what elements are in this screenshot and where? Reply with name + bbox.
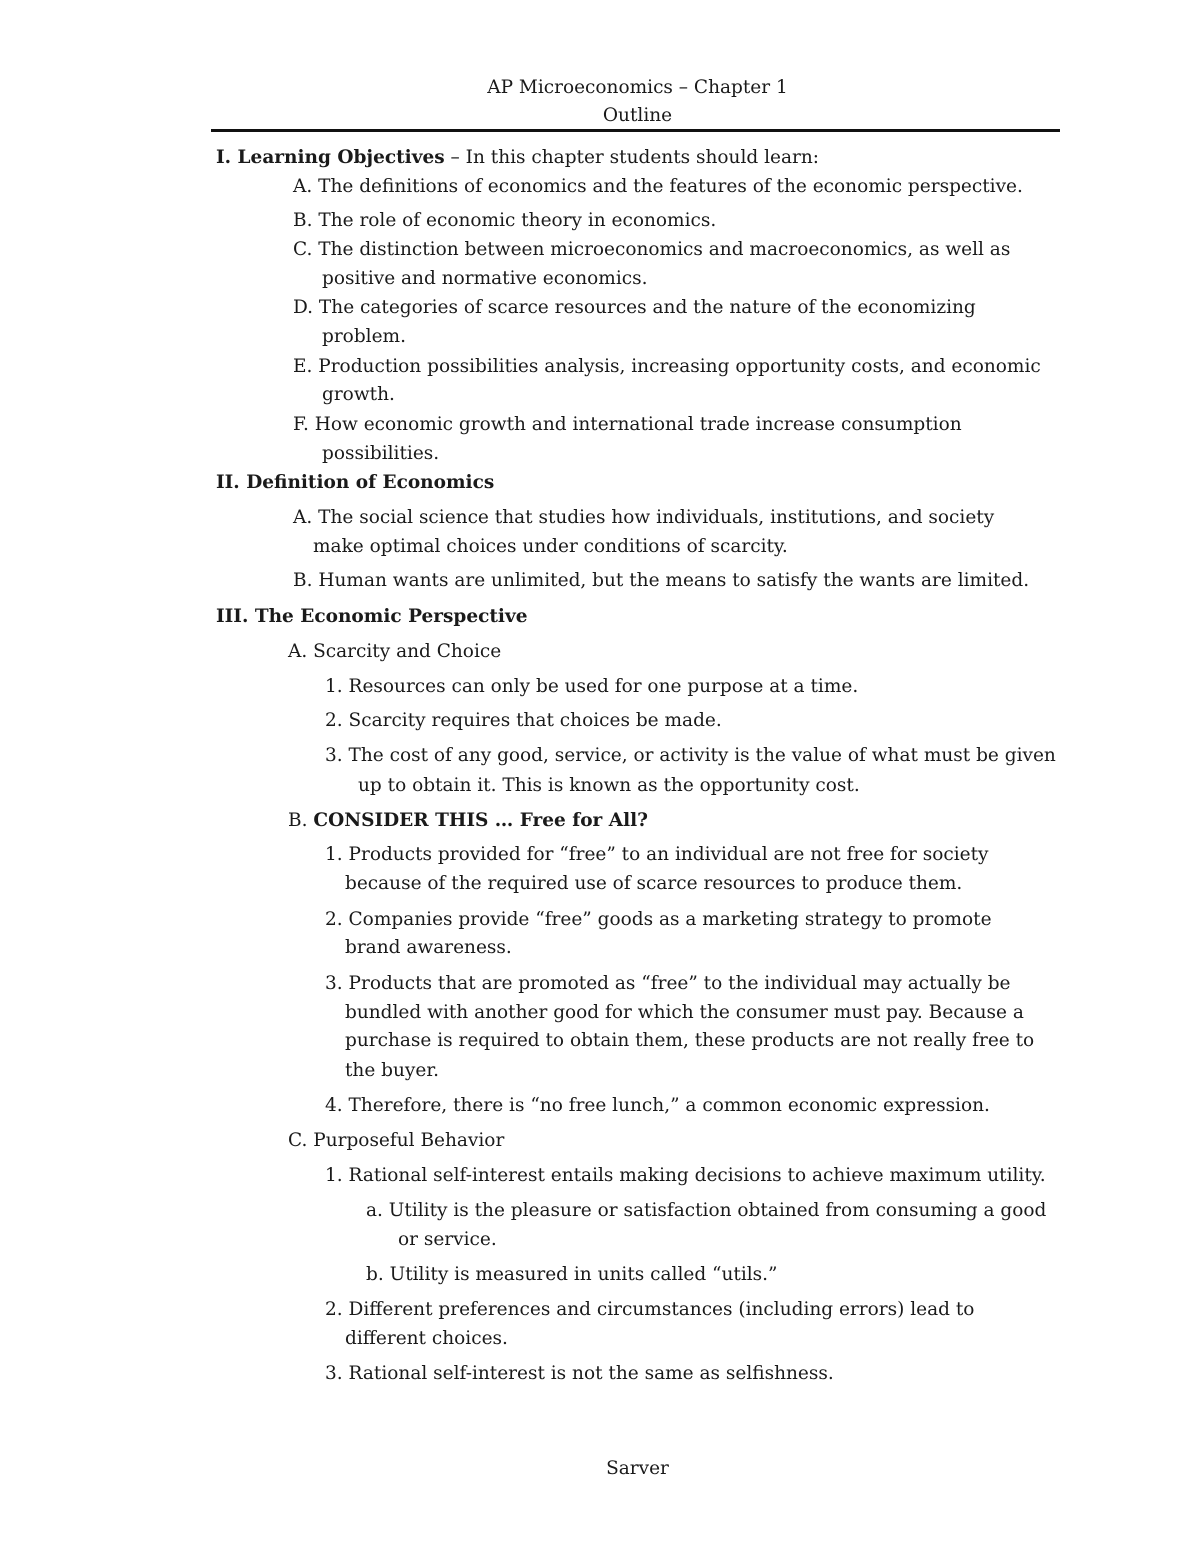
item-c1a-line2: or service. <box>398 1229 497 1250</box>
section-1-intro: – In this chapter students should learn: <box>444 147 819 168</box>
item-a1: 1. Resources can only be used for one purpose at a time. <box>325 676 859 697</box>
item-b2-line2: brand awareness. <box>345 937 512 958</box>
subsection-a-heading: A. Scarcity and Choice <box>288 641 502 662</box>
item-b3-line2: bundled with another good for which the consumer must pay. Because a <box>345 1002 1024 1023</box>
objective-f-line2: possibilities. <box>322 443 440 464</box>
item-b1-line1: 1. Products provided for “free” to an individual are not free for society <box>325 844 989 865</box>
objective-a: A. The definitions of economics and the features of the economic perspective. <box>293 176 1023 197</box>
item-a3-line1: 3. The cost of any good, service, or activity is the value of what must be given <box>325 745 1056 766</box>
definition-a-line1: A. The social science that studies how individuals, institutions, and society <box>293 507 995 528</box>
definition-a-line2: make optimal choices under conditions of scarcity. <box>313 536 788 557</box>
item-b3-line1: 3. Products that are promoted as “free” to the individual may actually be <box>325 973 1011 994</box>
section-3-heading: III. The Economic Perspective <box>216 606 528 627</box>
page-footer: Sarver <box>606 1458 669 1479</box>
subsection-c-heading: C. Purposeful Behavior <box>288 1130 505 1151</box>
document-subtitle: Outline <box>602 105 673 126</box>
objective-f-line1: F. How economic growth and international trade increase consumption <box>293 414 962 435</box>
objective-d-line1: D. The categories of scarce resources and the nature of the economizing <box>293 297 976 318</box>
objective-e-line1: E. Production possibilities analysis, increasing opportunity costs, and economic <box>293 356 1041 377</box>
header-rule <box>211 129 1060 132</box>
item-a3-line2: up to obtain it. This is known as the opportunity cost. <box>358 775 860 796</box>
page-header <box>0 74 1200 130</box>
section-1-heading: I. Learning Objectives <box>216 147 445 168</box>
item-c1: 1. Rational self-interest entails making decisions to achieve maximum utility. <box>325 1165 1046 1186</box>
item-c1b: b. Utility is measured in units called “utils.” <box>366 1264 778 1285</box>
item-b4: 4. Therefore, there is “no free lunch,” a common economic expression. <box>325 1095 990 1116</box>
subsection-b-prefix: B. <box>288 810 314 831</box>
objective-c-line1: C. The distinction between microeconomics and macroeconomics, as well as <box>293 239 1011 260</box>
objective-c-line2: positive and normative economics. <box>322 268 648 289</box>
document-title: AP Microeconomics – Chapter 1 <box>487 77 788 98</box>
section-2-heading: II. Definition of Economics <box>216 472 495 493</box>
item-b3-line3: purchase is required to obtain them, these products are not really free to <box>345 1030 1035 1051</box>
item-b2-line1: 2. Companies provide “free” goods as a marketing strategy to promote <box>325 909 992 930</box>
item-b3-line4: the buyer. <box>345 1060 440 1081</box>
item-c2-line1: 2. Different preferences and circumstances (including errors) lead to <box>325 1299 975 1320</box>
item-c3: 3. Rational self-interest is not the same as selfishness. <box>325 1363 834 1384</box>
item-c2-line2: different choices. <box>345 1328 508 1349</box>
subsection-b-heading <box>288 808 648 834</box>
definition-b: B. Human wants are unlimited, but the means to satisfy the wants are limited. <box>293 570 1030 591</box>
objective-e-line2: growth. <box>322 384 395 405</box>
item-b1-line2: because of the required use of scarce resources to produce them. <box>345 873 963 894</box>
subsection-b-title: CONSIDER THIS … Free for All? <box>313 810 648 831</box>
item-c1a-line1: a. Utility is the pleasure or satisfaction obtained from consuming a good <box>366 1200 1047 1221</box>
item-a2: 2. Scarcity requires that choices be made. <box>325 710 722 731</box>
objective-b: B. The role of economic theory in economics. <box>293 210 717 231</box>
objective-d-line2: problem. <box>322 326 406 347</box>
section-1-heading-line <box>216 145 819 171</box>
